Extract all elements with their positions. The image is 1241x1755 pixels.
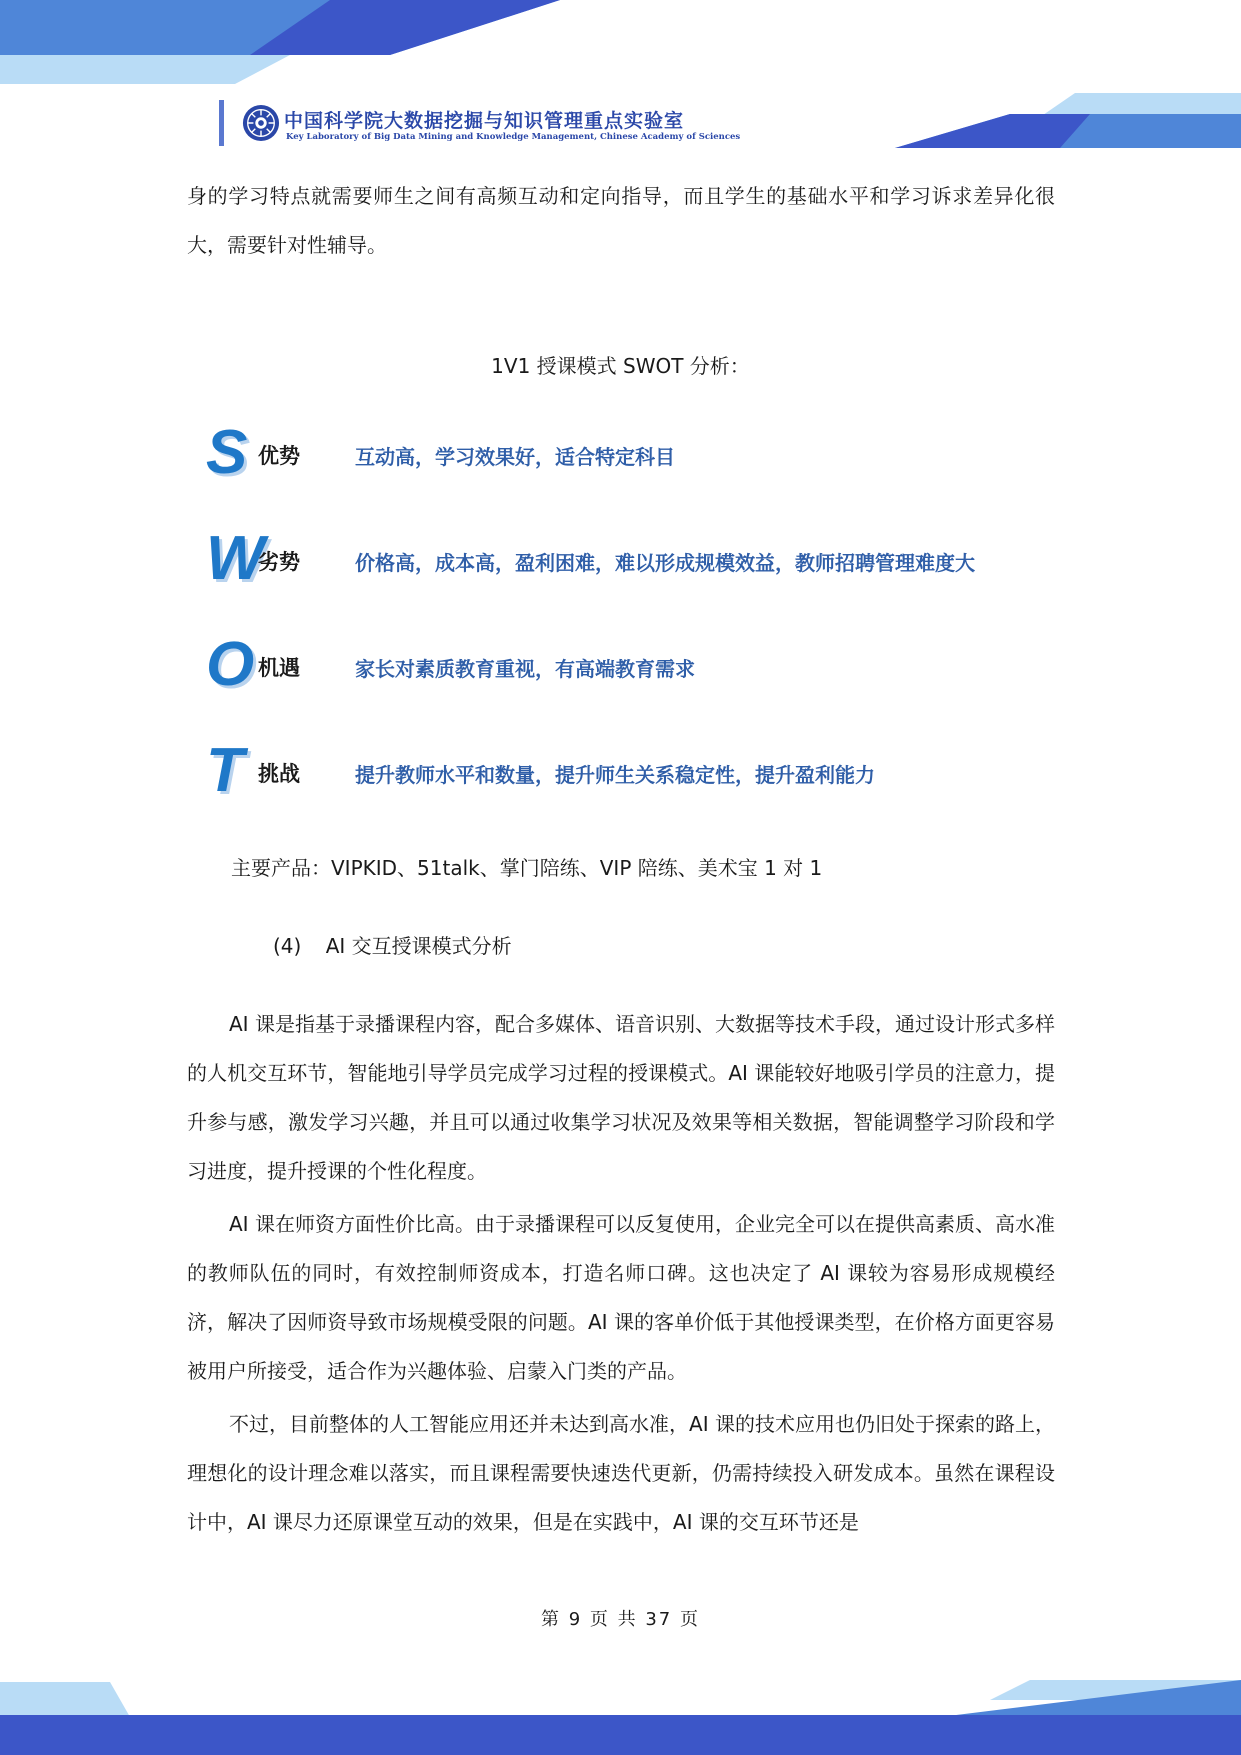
- body-text: [187, 1000, 1055, 1547]
- swot-desc-threats: 提升教师水平和数量，提升师生关系稳定性，提升盈利能力: [355, 763, 875, 787]
- swot-letter-w: W: [206, 524, 265, 593]
- paragraph-1: AI 课是指基于录播课程内容，配合多媒体、语音识别、大数据等技术手段，通过设计形式多样的人机交互环节，智能地引导学员完成学习过程的授课模式。AI 课能较好地吸引学员的注意力，提升参与感，激发学习兴趣，并且可以通过收集学习状况及效果等相关数据，智能调整学习阶段和学习进度，提升授课的个性化程度。: [187, 1012, 1055, 1183]
- swot-letter-s: S: [206, 418, 248, 487]
- swot-letter-t: T: [206, 736, 244, 805]
- swot-row-threats: [206, 736, 1086, 810]
- swot-row-weaknesses: [206, 524, 1086, 598]
- swot-label-weaknesses: 劣势: [258, 550, 300, 574]
- lab-name-en: Key Laboratory of Big Data Mining and Knowledge Management, Chinese Academy of Sciences: [286, 132, 741, 142]
- swot-desc-strengths: 互动高，学习效果好，适合特定科目: [355, 445, 675, 469]
- swot-letter-o: O: [206, 630, 255, 699]
- header-accent-bar: [219, 100, 224, 146]
- intro-paragraph: 身的学习特点就需要师生之间有高频互动和定向指导，而且学生的基础水平和学习诉求差异化很大，需要针对性辅导。: [187, 184, 1055, 257]
- swot-row-strengths: [206, 418, 1086, 492]
- swot-label-strengths: 优势: [258, 444, 300, 468]
- section-title: AI 交互授课模式分析: [325, 934, 512, 958]
- paragraph-3: 不过，目前整体的人工智能应用还并未达到高水准，AI 课的技术应用也仍旧处于探索的路上，理想化的设计理念难以落实，而且课程需要快速迭代更新，仍需持续投入研发成本。虽然在课程设计中，AI 课尽力还原课堂互动的效果，但是在实践中，AI 课的交互环节还是: [187, 1412, 1055, 1534]
- cas-logo-icon: [242, 104, 280, 142]
- intro-block: [187, 172, 1055, 270]
- swot-title: 1V1 授课模式 SWOT 分析：: [491, 354, 750, 378]
- page-number: 第 9 页 共 37 页: [541, 1609, 700, 1630]
- main-products: 主要产品：VIPKID、51talk、掌门陪练、VIP 陪练、美术宝 1 对 1: [231, 856, 823, 880]
- swot-label-opportunities: 机遇: [258, 656, 300, 680]
- swot-row-opportunities: [206, 630, 1086, 704]
- bottom-dark-band: [0, 1715, 1241, 1755]
- swot-label-threats: 挑战: [258, 762, 300, 786]
- paragraph-2: AI 课在师资方面性价比高。由于录播课程可以反复使用，企业完全可以在提供高素质、高水准的教师队伍的同时，有效控制师资成本，打造名师口碑。这也决定了 AI 课较为容易形成规模经济，解决了因师资导致市场规模受限的问题。AI 课的客单价低于其他授课类型，在价格方面更容易被用户所接受，适合作为兴趣体验、启蒙入门类的产品。: [187, 1212, 1055, 1383]
- lab-name-cn: 中国科学院大数据挖掘与知识管理重点实验室: [284, 110, 685, 132]
- section-number: (4): [273, 934, 302, 958]
- section-heading: [273, 930, 512, 959]
- bottom-left-light-band: [0, 1682, 130, 1717]
- top-right-dark-band: [895, 114, 1090, 148]
- top-left-light-band: [0, 55, 290, 84]
- swot-desc-weaknesses: 价格高，成本高，盈利困难，难以形成规模效益，教师招聘管理难度大: [355, 551, 975, 575]
- swot-desc-opportunities: 家长对素质教育重视，有高端教育需求: [355, 657, 695, 681]
